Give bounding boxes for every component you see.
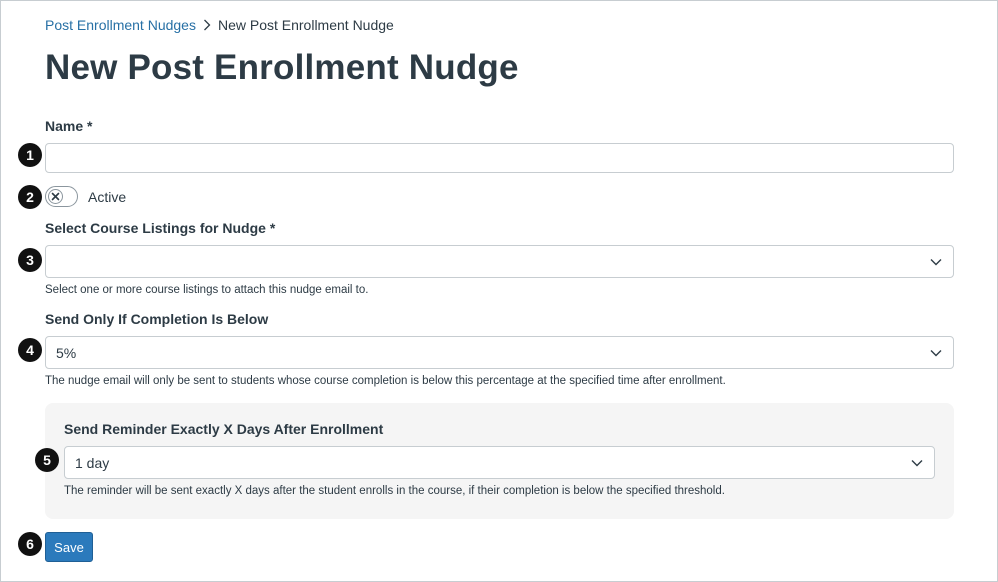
completion-select[interactable] [45,336,954,369]
page-title: New Post Enrollment Nudge [45,48,519,87]
step-badge-6: 6 [18,532,42,556]
step-badge-3: 3 [18,248,42,272]
completion-value: 5% [56,344,77,361]
reminder-label: Send Reminder Exactly X Days After Enrollment [64,421,384,437]
step-badge-2: 2 [18,185,42,209]
step-badge-1: 1 [18,143,42,167]
reminder-days-select[interactable] [64,446,935,479]
breadcrumb-current: New Post Enrollment Nudge [217,17,394,33]
breadcrumb-link-post-enrollment-nudges[interactable]: Post Enrollment Nudges [45,17,196,33]
name-label: Name * [45,118,93,134]
reminder-hint: The reminder will be sent exactly X days after the student enrolls in the course, if their completion is below the specified threshold. [64,485,725,497]
step-badge-4: 4 [18,338,42,362]
chevron-down-icon [929,346,943,363]
completion-label: Send Only If Completion Is Below [45,311,269,327]
chevron-right-icon [203,19,211,31]
save-button[interactable]: Save [45,532,93,562]
active-toggle[interactable] [45,186,78,207]
chevron-down-icon [929,255,943,272]
reminder-value: 1 day [75,454,110,471]
active-toggle-label: Active [88,189,127,205]
breadcrumb [45,15,394,35]
completion-hint: The nudge email will only be sent to students whose course completion is below this percentage at the specified time after enrollment. [45,375,726,387]
name-input[interactable] [45,143,954,173]
close-icon [51,192,60,201]
toggle-knob [48,189,63,204]
course-listings-select[interactable] [45,245,954,278]
step-badge-5: 5 [35,448,59,472]
course-listings-label: Select Course Listings for Nudge * [45,220,276,236]
chevron-down-icon [910,456,924,473]
course-listings-hint: Select one or more course listings to attach this nudge email to. [45,284,369,296]
